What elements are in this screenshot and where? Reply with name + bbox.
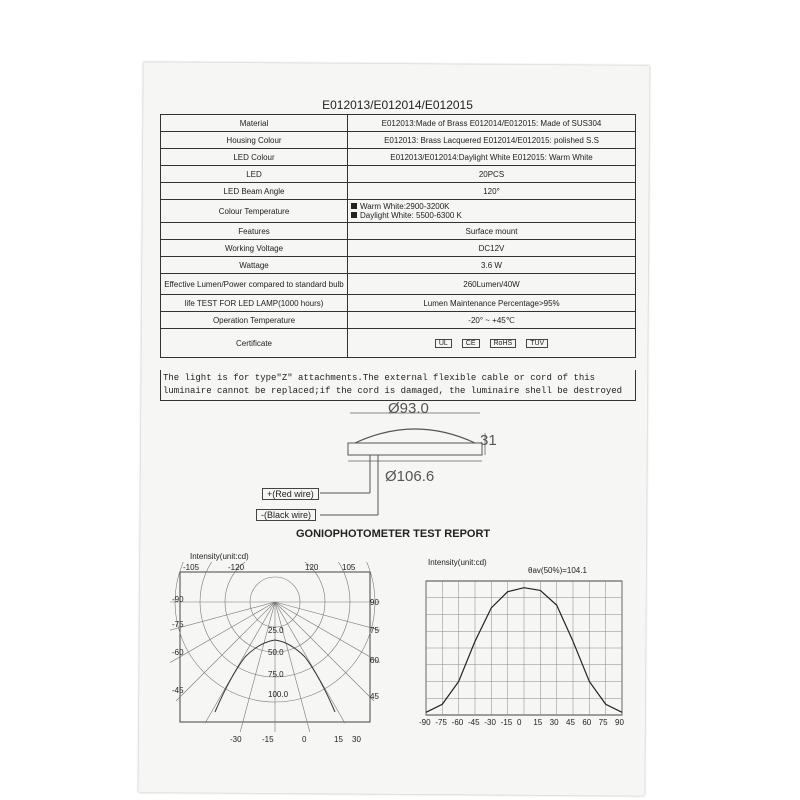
polar-angle-label: 75	[370, 626, 379, 635]
spec-row	[161, 274, 636, 295]
linear-ylabel: Intensity(unit:cd)	[428, 558, 487, 567]
spec-value: E012013:Made of Brass E012014/E012015: Made of SUS304	[348, 115, 636, 132]
linear-tick-label: -90	[419, 718, 431, 727]
spec-key: Operation Temperature	[161, 312, 348, 329]
spec-row	[161, 295, 636, 312]
spec-row	[161, 257, 636, 274]
polar-spoke	[239, 602, 275, 732]
dim-top: Ø93.0	[388, 400, 429, 417]
spec-value: 120°	[348, 183, 636, 200]
colour-temp-line: Daylight White: 5500-6300 K	[351, 211, 632, 220]
spec-row	[161, 183, 636, 200]
dim-height: 31	[480, 432, 497, 449]
linear-tick-label: 45	[566, 718, 575, 727]
linear-tick-label: -45	[468, 718, 480, 727]
spec-value: E012013/E012014:Daylight White E012015: Warm White	[348, 149, 636, 166]
spec-row	[161, 149, 636, 166]
linear-tick-label: -75	[435, 718, 447, 727]
linear-tick-label: 60	[582, 718, 592, 727]
polar-spoke	[170, 602, 275, 638]
bullet-icon	[351, 212, 357, 218]
spec-key: Certificate	[161, 329, 348, 358]
cert-badge: UL	[435, 339, 452, 348]
lamp-dome	[348, 413, 485, 461]
spec-value: Surface mount	[348, 223, 636, 240]
polar-ring-label: 25.0	[268, 626, 284, 635]
spec-row	[161, 200, 636, 223]
polar-ring-label: 50.0	[268, 648, 284, 657]
spec-key: Effective Lumen/Power compared to standard bulb	[161, 274, 348, 295]
black-wire-label: -(Black wire)	[256, 509, 316, 521]
linear-tick-label: 0	[517, 718, 522, 727]
polar-ylabel: Intensity(unit:cd)	[190, 552, 249, 561]
cert-badge: TUV	[526, 339, 548, 348]
spec-key: Housing Colour	[161, 132, 348, 149]
linear-tick-label: 90	[615, 718, 624, 727]
polar-spoke	[275, 602, 311, 732]
page-title: E012013/E012014/E012015	[322, 98, 473, 112]
polar-angle-label: 15	[334, 735, 343, 744]
polar-spoke	[275, 602, 380, 638]
polar-angle-label: -15	[262, 735, 274, 744]
spec-key: Material	[161, 115, 348, 132]
spec-value	[348, 200, 636, 223]
polar-angle-label: 45	[370, 692, 379, 701]
spec-value: E012013: Brass Lacquered E012014/E012015: polished S.S	[348, 132, 636, 149]
polar-angle-label: 60	[370, 656, 379, 665]
polar-angle-label: 105	[342, 563, 356, 572]
spec-value: 260Lumen/40W	[348, 274, 636, 295]
polar-spoke	[176, 602, 275, 701]
polar-angle-label: -45	[172, 686, 184, 695]
polar-spoke	[275, 602, 345, 723]
polar-chart	[170, 562, 380, 732]
polar-angle-label: -105	[183, 563, 200, 572]
spec-row	[161, 223, 636, 240]
polar-angle-label: -120	[228, 563, 245, 572]
polar-angle-label: 30	[352, 735, 361, 744]
bullet-icon	[351, 203, 357, 209]
spec-key: LED	[161, 166, 348, 183]
polar-spoke	[275, 602, 374, 701]
spec-key: LED Beam Angle	[161, 183, 348, 200]
spec-row	[161, 312, 636, 329]
spec-value: 3.6 W	[348, 257, 636, 274]
spec-value: -20° ~ +45℃	[348, 312, 636, 329]
polar-angle-label: -90	[172, 595, 184, 604]
cert-badge: CE	[462, 339, 480, 348]
polar-angle-label: 0	[302, 735, 307, 744]
spec-key: Colour Temperature	[161, 200, 348, 223]
spec-value: DC12V	[348, 240, 636, 257]
polar-angle-label: -30	[230, 735, 242, 744]
spec-value: 20PCS	[348, 166, 636, 183]
spec-key: life TEST FOR LED LAMP(1000 hours)	[161, 295, 348, 312]
linear-annotation: θav(50%)=104.1	[528, 566, 587, 575]
linear-chart	[420, 575, 630, 725]
spec-row	[161, 329, 636, 358]
report-title: GONIOPHOTOMETER TEST REPORT	[296, 528, 491, 540]
polar-ring-label: 75.0	[268, 670, 284, 679]
spec-table	[160, 114, 636, 358]
polar-angle-label: -75	[172, 620, 184, 629]
linear-tick-label: 30	[549, 718, 559, 727]
spec-row	[161, 240, 636, 257]
wire-lines	[320, 455, 378, 515]
linear-tick-label: 15	[533, 718, 543, 727]
linear-tick-label: -15	[500, 718, 513, 727]
polar-spoke	[205, 602, 275, 723]
spec-row	[161, 166, 636, 183]
spec-key: LED Colour	[161, 149, 348, 166]
spec-key: Features	[161, 223, 348, 240]
linear-tick-label: -30	[484, 718, 496, 727]
polar-angle-label: -60	[172, 648, 184, 657]
linear-tick-label: 75	[598, 718, 608, 727]
linear-tick-label: -60	[451, 718, 464, 727]
spec-key: Wattage	[161, 257, 348, 274]
spec-value	[348, 329, 636, 358]
cert-badge: RoHS	[490, 339, 517, 348]
polar-angle-label: 120	[305, 563, 319, 572]
spec-row	[161, 132, 636, 149]
dim-bottom: Ø106.6	[385, 468, 435, 485]
spec-row	[161, 115, 636, 132]
polar-ring-label: 100.0	[268, 690, 289, 699]
polar-angle-label: 90	[370, 598, 379, 607]
spec-value: Lumen Maintenance Percentage>95%	[348, 295, 636, 312]
colour-temp-line: Warm White:2900-3200K	[351, 202, 632, 211]
red-wire-label: +(Red wire)	[262, 488, 319, 500]
note-text: The light is for type"Z" attachments.The external flexible cable or cord of this luminaire cannot be replaced;if the cord is damaged, the luminaire shell be destroyed	[160, 370, 636, 401]
spec-key: Working Voltage	[161, 240, 348, 257]
